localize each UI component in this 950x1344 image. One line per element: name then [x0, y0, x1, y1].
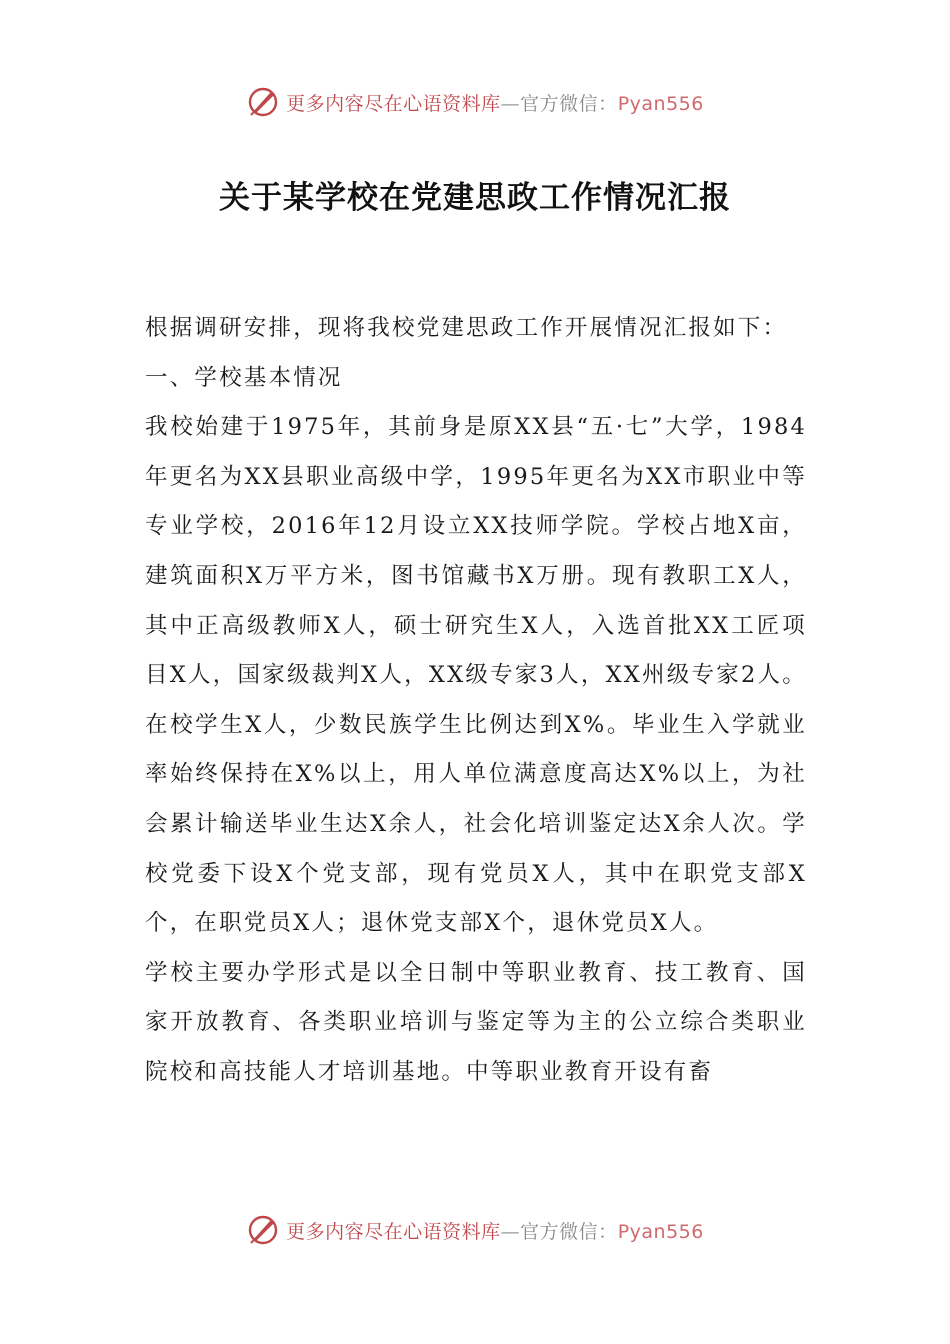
watermark-official-label: 官方微信： — [520, 92, 618, 115]
footer-watermark-banner — [0, 1210, 950, 1250]
section-heading: 一、学校基本情况 — [145, 364, 343, 391]
school-history-paragraph: 我校始建于1975年，其前身是原XX县“五·七”大学，1984年更名为XX县职业高级中学，1995年更名为XX市职业中等专业学校，2016年12月设立XX技师学院。学校占地X亩，建筑面积X万平方米，图书馆藏书X万册。现有教职工X人，其中正高级教师X人，硕士研究生X人，入选首批XX工匠项目X人，国家级裁判X人，XX级专家3人，XX州级专家2人。在校学生X人，少数民族学生比例达到X%。毕业生入学就业率始终保持在X%以上，用人单位满意度高达X%以上，为社会累计输送毕业生达X余人，社会化培训鉴定达X余人次。学校党委下设X个党支部，现有党员X人，其中在职党支部X个，在职党员X人；退休党支部X个，退休党员X人。 — [145, 414, 807, 937]
watermark-promo: 更多内容尽在心语资料库 — [286, 1220, 501, 1243]
intro-paragraph: 根据调研安排，现将我校党建思政工作开展情况汇报如下： — [145, 315, 788, 341]
watermark-wechat-id: Pyan556 — [617, 92, 704, 115]
school-form-paragraph: 学校主要办学形式是以全日制中等职业教育、技工教育、国家开放教育、各类职业培训与鉴定等为主的公立综合类职业院校和高技能人才培训基地。中等职业教育开设有畜 — [145, 959, 807, 1085]
watermark-dash: — — [500, 92, 521, 115]
quill-pen-circle-icon — [246, 1213, 280, 1247]
quill-pen-circle-icon — [246, 85, 280, 119]
watermark-text — [286, 89, 704, 116]
watermark-wechat-id: Pyan556 — [617, 1220, 704, 1243]
watermark-promo: 更多内容尽在心语资料库 — [286, 92, 501, 115]
watermark-official-label: 官方微信： — [520, 1220, 618, 1243]
watermark-text — [286, 1217, 704, 1244]
header-watermark-banner — [0, 82, 950, 122]
document-body — [145, 304, 807, 1098]
document-title: 关于某学校在党建思政工作情况汇报 — [219, 180, 731, 216]
watermark-dash: — — [500, 1220, 521, 1243]
